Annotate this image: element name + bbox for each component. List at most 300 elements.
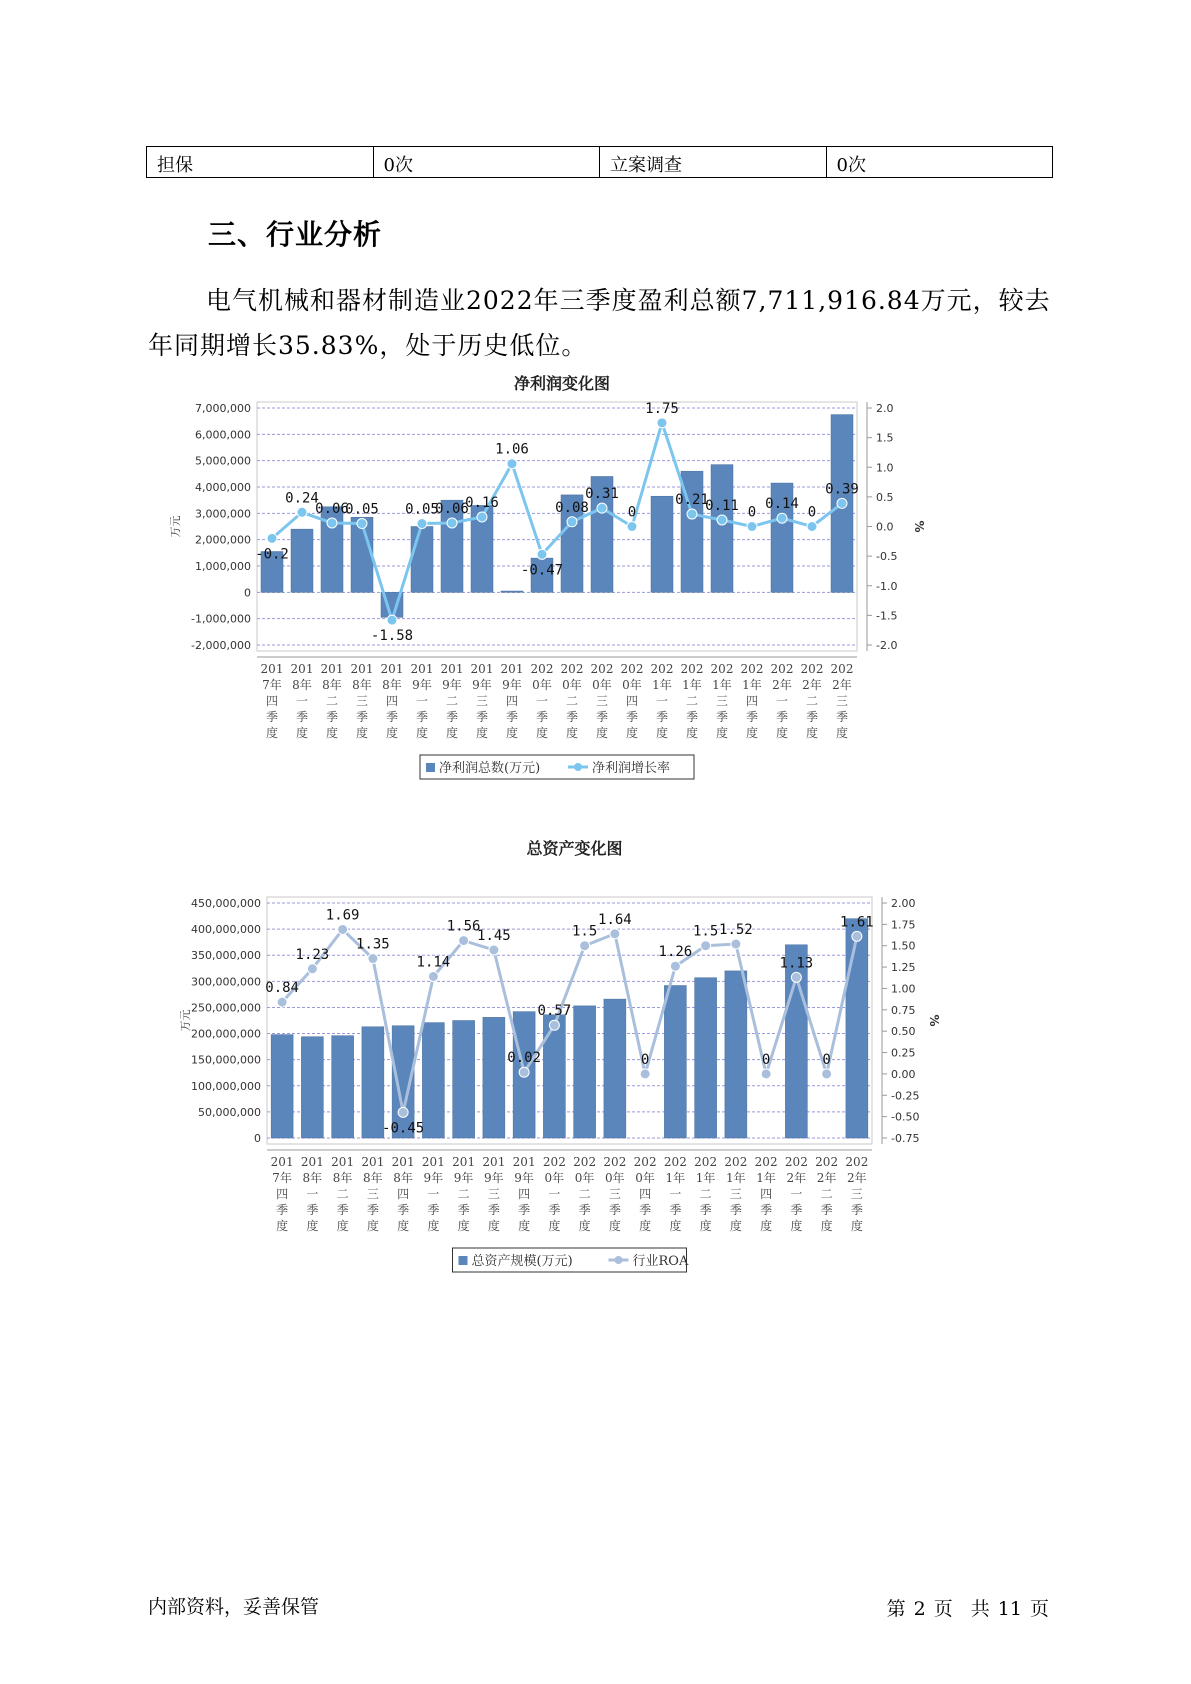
x-tick-label: 1年 xyxy=(682,678,702,692)
legend-line-dot xyxy=(574,763,582,771)
y2-tick-label: 1.25 xyxy=(891,961,916,975)
y-tick-label: 0 xyxy=(254,1132,261,1145)
line-point xyxy=(837,498,847,508)
y2-tick-label: 1.75 xyxy=(891,918,916,932)
data-label: 1.14 xyxy=(416,954,451,971)
x-tick-label: 季 xyxy=(415,710,429,724)
bar xyxy=(332,1036,354,1138)
line-point xyxy=(627,522,637,532)
x-tick-label: 度 xyxy=(366,1219,379,1233)
y-tick-label: 2,000,000 xyxy=(195,533,251,547)
bar xyxy=(543,1015,565,1138)
line-point xyxy=(267,533,277,543)
x-tick-label: 202 xyxy=(680,662,704,676)
y-tick-label: 1,000,000 xyxy=(195,560,251,573)
y2-tick-label: 0.0 xyxy=(876,520,894,534)
x-tick-label: 四 xyxy=(760,1187,773,1201)
data-label: 0 xyxy=(761,1051,771,1068)
x-tick-label: 一 xyxy=(655,694,669,708)
data-label: -0.2 xyxy=(255,546,289,563)
footer-page-number xyxy=(883,1594,1053,1621)
x-tick-label: 2年 xyxy=(786,1171,807,1185)
x-tick-label: 201 xyxy=(300,1155,324,1169)
x-tick-label: 度 xyxy=(295,726,309,740)
x-tick-label: 度 xyxy=(578,1219,591,1233)
line-point xyxy=(567,517,577,527)
x-tick-label: 四 xyxy=(745,694,759,708)
x-tick-label: 1年 xyxy=(726,1171,746,1185)
x-tick-label: 202 xyxy=(724,1155,748,1169)
x-tick-label: 二 xyxy=(336,1187,349,1201)
line-point xyxy=(701,941,711,951)
line-point xyxy=(687,509,697,519)
y2-tick-label: -0.25 xyxy=(891,1089,920,1103)
legend-item: 净利润增长率 xyxy=(592,761,671,776)
y-tick-label: 50,000,000 xyxy=(198,1105,261,1119)
line-point xyxy=(398,1107,408,1117)
y2-tick-label: -1.0 xyxy=(876,579,898,593)
line-point xyxy=(807,522,817,532)
y2-tick-label: 1.5 xyxy=(876,431,894,445)
x-tick-label: 二 xyxy=(805,694,819,708)
x-tick-label: 度 xyxy=(325,726,339,740)
x-tick-label: 度 xyxy=(699,1219,712,1233)
data-label: 0.39 xyxy=(825,481,859,498)
x-tick-label: 8年 xyxy=(352,678,372,692)
line-point xyxy=(459,936,469,946)
line-point xyxy=(791,972,801,982)
x-tick-label: 度 xyxy=(457,1219,470,1233)
x-tick-label: 季 xyxy=(548,1203,561,1217)
info-table xyxy=(146,146,1053,178)
data-label: 1.5 xyxy=(692,923,719,940)
line-point xyxy=(428,971,438,981)
line-point xyxy=(489,945,499,955)
x-tick-label: 一 xyxy=(775,694,789,708)
x-tick-label: 度 xyxy=(336,1219,349,1233)
x-tick-label: 度 xyxy=(850,1219,863,1233)
x-tick-label: 202 xyxy=(633,1155,657,1169)
x-tick-label: 季 xyxy=(535,710,549,724)
x-tick-label: 度 xyxy=(397,1219,410,1233)
data-label: 0.02 xyxy=(507,1050,541,1067)
total-assets-chart xyxy=(160,835,1040,1355)
bar xyxy=(411,527,433,593)
bar xyxy=(711,465,733,593)
line-point xyxy=(852,931,862,941)
bar xyxy=(483,1017,505,1138)
y-tick-label: 6,000,000 xyxy=(195,428,251,442)
data-label: 0.05 xyxy=(345,501,379,518)
x-tick-label: 201 xyxy=(500,662,524,676)
x-tick-label: 度 xyxy=(427,1219,440,1233)
x-tick-label: 季 xyxy=(729,1203,742,1217)
x-tick-label: 度 xyxy=(475,726,489,740)
line-point xyxy=(307,964,317,974)
x-tick-label: 201 xyxy=(512,1155,536,1169)
y2-tick-label: -0.5 xyxy=(876,550,898,564)
y-tick-label: 200,000,000 xyxy=(191,1027,261,1041)
line-point xyxy=(549,1020,559,1030)
line-point xyxy=(387,615,397,625)
x-tick-label: 季 xyxy=(775,710,789,724)
line-point xyxy=(417,519,427,529)
plot-frame xyxy=(257,402,857,651)
data-label: 0 xyxy=(627,504,637,521)
y2-axis-label: % xyxy=(912,520,926,533)
x-tick-label: 1年 xyxy=(665,1171,686,1185)
x-tick-label: 二 xyxy=(699,1187,712,1201)
bar xyxy=(271,1035,293,1138)
bar xyxy=(301,1037,323,1138)
x-tick-label: 1年 xyxy=(756,1171,776,1185)
x-tick-label: 季 xyxy=(790,1203,803,1217)
x-tick-label: 8年 xyxy=(322,678,342,692)
x-tick-label: 二 xyxy=(457,1187,470,1201)
x-tick-label: 季 xyxy=(625,710,639,724)
total-word: 共 xyxy=(970,1598,990,1620)
y-tick-label: 350,000,000 xyxy=(191,949,261,963)
x-tick-label: 度 xyxy=(445,726,459,740)
x-tick-label: 度 xyxy=(535,726,549,740)
bar xyxy=(846,919,868,1138)
bar xyxy=(501,591,523,592)
x-tick-label: 度 xyxy=(715,726,729,740)
x-tick-label: 一 xyxy=(306,1187,319,1201)
x-tick-label: 度 xyxy=(625,726,639,740)
line-point xyxy=(640,1069,650,1079)
x-tick-label: 9年 xyxy=(423,1171,444,1185)
x-tick-label: 202 xyxy=(830,662,854,676)
x-tick-label: 0年 xyxy=(532,678,552,692)
bar xyxy=(291,529,313,592)
line-point xyxy=(338,924,348,934)
data-label: 0 xyxy=(822,1051,831,1068)
chart-svg xyxy=(160,335,1040,845)
y2-tick-label: 2.0 xyxy=(876,402,894,415)
bar xyxy=(574,1006,596,1138)
x-tick-label: 度 xyxy=(548,1219,561,1233)
x-tick-label: 度 xyxy=(306,1219,319,1233)
x-tick-label: 度 xyxy=(820,1219,833,1233)
x-tick-label: 201 xyxy=(391,1155,415,1169)
page-num: 2 xyxy=(913,1598,926,1620)
x-tick-label: 2年 xyxy=(847,1171,867,1185)
x-tick-label: 度 xyxy=(639,1219,652,1233)
x-tick-label: 1年 xyxy=(712,678,732,692)
y2-tick-label: 0.50 xyxy=(891,1025,916,1039)
x-tick-label: 度 xyxy=(385,726,399,740)
x-tick-label: 201 xyxy=(320,662,344,676)
x-tick-label: 季 xyxy=(850,1203,863,1217)
x-tick-label: 9年 xyxy=(484,1171,504,1185)
x-tick-label: 202 xyxy=(784,1155,808,1169)
y-axis-label: 万元 xyxy=(169,515,182,538)
x-tick-label: 度 xyxy=(355,726,369,740)
line-point xyxy=(761,1069,771,1079)
x-tick-label: 度 xyxy=(760,1219,773,1233)
data-label: 0.05 xyxy=(405,501,439,518)
x-tick-label: 201 xyxy=(350,662,374,676)
bar xyxy=(453,1021,475,1139)
line-point xyxy=(519,1067,529,1077)
x-tick-label: 202 xyxy=(560,662,584,676)
x-tick-label: 202 xyxy=(710,662,734,676)
x-tick-label: 202 xyxy=(663,1155,687,1169)
data-label: 0.06 xyxy=(435,500,469,517)
legend-item: 总资产规模(万元) xyxy=(471,1254,573,1269)
x-tick-label: 度 xyxy=(265,726,279,740)
data-label: 0.84 xyxy=(265,980,299,997)
data-label: 1.52 xyxy=(719,922,753,939)
x-tick-label: 三 xyxy=(595,694,609,708)
x-tick-label: 201 xyxy=(482,1155,506,1169)
y-tick-label: 3,000,000 xyxy=(195,507,251,521)
y2-tick-label: 1.50 xyxy=(891,939,916,953)
x-tick-label: 201 xyxy=(470,662,494,676)
line-point xyxy=(670,961,680,971)
x-tick-label: 度 xyxy=(805,726,819,740)
x-tick-label: 202 xyxy=(650,662,674,676)
line-point xyxy=(368,954,378,964)
x-tick-label: 8年 xyxy=(302,1171,323,1185)
x-tick-label: 季 xyxy=(475,710,489,724)
bar xyxy=(362,1027,384,1138)
x-tick-label: 四 xyxy=(639,1187,652,1201)
x-tick-label: 202 xyxy=(590,662,614,676)
x-tick-label: 8年 xyxy=(292,678,312,692)
x-tick-label: 季 xyxy=(325,710,339,724)
x-tick-label: 季 xyxy=(669,1203,682,1217)
data-label: 0 xyxy=(640,1051,650,1068)
x-tick-label: 201 xyxy=(361,1155,385,1169)
x-tick-label: 季 xyxy=(805,710,819,724)
x-tick-label: 季 xyxy=(565,710,579,724)
table-row xyxy=(147,147,1053,178)
x-tick-label: 季 xyxy=(295,710,309,724)
data-label: 1.56 xyxy=(446,918,481,935)
line-point xyxy=(822,1069,832,1079)
x-tick-label: 季 xyxy=(366,1203,379,1217)
x-tick-label: 二 xyxy=(565,694,579,708)
y-tick-label: 4,000,000 xyxy=(195,481,251,494)
x-tick-label: 季 xyxy=(427,1203,440,1217)
x-tick-label: 季 xyxy=(745,710,759,724)
x-tick-label: 202 xyxy=(800,662,824,676)
x-tick-label: 季 xyxy=(487,1203,500,1217)
x-tick-label: 季 xyxy=(578,1203,591,1217)
x-tick-label: 2年 xyxy=(832,678,852,692)
data-label: -0.45 xyxy=(382,1120,425,1137)
y2-tick-label: -1.5 xyxy=(876,609,898,623)
x-tick-label: 8年 xyxy=(393,1171,413,1185)
x-tick-label: 四 xyxy=(505,694,519,708)
y-tick-label: 150,000,000 xyxy=(191,1053,261,1067)
x-tick-label: 二 xyxy=(445,694,459,708)
table-cell: 担保 xyxy=(147,147,374,178)
x-tick-label: 度 xyxy=(565,726,579,740)
x-tick-label: 201 xyxy=(410,662,434,676)
x-tick-label: 四 xyxy=(265,694,279,708)
x-tick-label: 四 xyxy=(625,694,639,708)
x-tick-label: 度 xyxy=(415,726,429,740)
line-point xyxy=(717,515,727,525)
footer-confidential: 内部资料，妥善保管 xyxy=(148,1596,320,1618)
x-tick-label: 度 xyxy=(608,1219,621,1233)
y2-tick-label: 1.00 xyxy=(891,982,916,996)
data-label: 1.69 xyxy=(325,907,360,924)
line-point xyxy=(731,939,741,949)
legend-bar-swatch xyxy=(459,1256,468,1265)
x-tick-label: 三 xyxy=(850,1187,863,1201)
x-tick-label: 7年 xyxy=(272,1171,292,1185)
line-point xyxy=(537,549,547,559)
x-tick-label: 一 xyxy=(295,694,309,708)
y-tick-label: 300,000,000 xyxy=(191,975,261,989)
x-tick-label: 季 xyxy=(639,1203,652,1217)
x-tick-label: 季 xyxy=(760,1203,773,1217)
y2-tick-label: -0.50 xyxy=(891,1110,920,1124)
x-tick-label: 季 xyxy=(685,710,699,724)
x-tick-label: 202 xyxy=(603,1155,627,1169)
x-tick-label: 四 xyxy=(518,1187,531,1201)
legend-item: 净利润总数(万元) xyxy=(439,761,541,776)
data-label: 0.06 xyxy=(315,500,349,517)
x-tick-label: 201 xyxy=(452,1155,476,1169)
plot-frame xyxy=(267,897,872,1144)
x-tick-label: 202 xyxy=(542,1155,566,1169)
chart-title: 总资产变化图 xyxy=(526,839,623,858)
x-tick-label: 季 xyxy=(820,1203,833,1217)
x-tick-label: 三 xyxy=(715,694,729,708)
y2-tick-label: 2.00 xyxy=(891,897,916,910)
y-tick-label: 0 xyxy=(244,586,251,600)
x-tick-label: 0年 xyxy=(622,678,642,692)
x-tick-label: 三 xyxy=(608,1187,621,1201)
x-tick-label: 202 xyxy=(815,1155,839,1169)
y-tick-label: 100,000,000 xyxy=(191,1079,261,1093)
table-cell: 0次 xyxy=(373,147,600,178)
y2-tick-label: 0.5 xyxy=(876,490,894,504)
data-label: 1.06 xyxy=(495,441,529,458)
x-tick-label: 二 xyxy=(685,694,699,708)
x-tick-label: 202 xyxy=(573,1155,597,1169)
x-tick-label: 三 xyxy=(355,694,369,708)
line-point xyxy=(297,507,307,517)
x-tick-label: 1年 xyxy=(695,1171,716,1185)
x-tick-label: 7年 xyxy=(262,678,282,692)
x-tick-label: 季 xyxy=(518,1203,531,1217)
data-label: 1.45 xyxy=(477,928,511,944)
x-tick-label: 2年 xyxy=(802,678,822,692)
x-tick-label: 201 xyxy=(260,662,284,676)
x-tick-label: 一 xyxy=(790,1187,803,1201)
x-tick-label: 三 xyxy=(729,1187,742,1201)
data-label: 0.08 xyxy=(555,499,589,516)
data-label: 1.13 xyxy=(779,955,814,972)
net-profit-chart xyxy=(160,335,1040,845)
data-label: 0.11 xyxy=(705,497,739,514)
line-point xyxy=(327,518,337,528)
data-label: 1.23 xyxy=(295,946,330,963)
x-tick-label: 2年 xyxy=(772,678,792,692)
y-tick-label: 7,000,000 xyxy=(195,402,251,415)
y2-axis-label: % xyxy=(927,1014,941,1027)
x-tick-label: 季 xyxy=(265,710,279,724)
data-label: 1.64 xyxy=(598,911,632,928)
data-label: 1.75 xyxy=(645,400,679,417)
y2-tick-label: -0.75 xyxy=(891,1132,920,1145)
bar xyxy=(651,496,673,592)
x-tick-label: 9年 xyxy=(514,1171,534,1185)
line-point xyxy=(610,929,620,939)
data-label: 1.26 xyxy=(658,944,693,961)
x-tick-label: 8年 xyxy=(363,1171,383,1185)
x-tick-label: 9年 xyxy=(472,678,492,692)
x-tick-label: 2年 xyxy=(816,1171,837,1185)
x-tick-label: 季 xyxy=(655,710,669,724)
x-tick-label: 度 xyxy=(595,726,609,740)
data-label: 0.24 xyxy=(285,490,319,507)
x-tick-label: 季 xyxy=(699,1203,712,1217)
x-tick-label: 201 xyxy=(440,662,464,676)
x-tick-label: 201 xyxy=(380,662,404,676)
x-tick-label: 1年 xyxy=(652,678,672,692)
data-label: -0.47 xyxy=(520,562,564,579)
x-tick-label: 0年 xyxy=(635,1171,655,1185)
total-num: 11 xyxy=(997,1598,1022,1620)
x-tick-label: 四 xyxy=(397,1187,410,1201)
x-tick-label: 一 xyxy=(669,1187,682,1201)
line-point xyxy=(507,459,517,469)
x-tick-label: 二 xyxy=(325,694,339,708)
y-tick-label: 400,000,000 xyxy=(191,923,261,937)
y-axis-label: 万元 xyxy=(179,1009,192,1032)
legend-bar-swatch xyxy=(426,763,435,772)
x-tick-label: 201 xyxy=(270,1155,294,1169)
x-tick-label: 季 xyxy=(608,1203,621,1217)
bar xyxy=(604,999,626,1138)
y2-tick-label: 1.0 xyxy=(876,461,894,475)
x-tick-label: 202 xyxy=(694,1155,718,1169)
x-tick-label: 0年 xyxy=(605,1171,625,1185)
x-tick-label: 202 xyxy=(770,662,794,676)
table-cell: 立案调查 xyxy=(600,147,827,178)
x-tick-label: 8年 xyxy=(332,1171,353,1185)
x-tick-label: 季 xyxy=(835,710,849,724)
x-tick-label: 四 xyxy=(276,1187,289,1201)
x-tick-label: 四 xyxy=(385,694,399,708)
x-tick-label: 三 xyxy=(487,1187,500,1201)
data-label: 1.35 xyxy=(356,936,390,953)
x-tick-label: 9年 xyxy=(442,678,462,692)
x-tick-label: 度 xyxy=(505,726,519,740)
bar xyxy=(725,971,747,1138)
x-tick-label: 季 xyxy=(385,710,399,724)
line-point xyxy=(747,522,757,532)
y-tick-label: 5,000,000 xyxy=(195,454,251,468)
y2-tick-label: 0.00 xyxy=(891,1067,916,1081)
x-tick-label: 季 xyxy=(306,1203,319,1217)
x-tick-label: 度 xyxy=(835,726,849,740)
data-label: 1.5 xyxy=(571,923,598,940)
y-tick-label: 450,000,000 xyxy=(191,897,261,910)
line-point xyxy=(597,503,607,513)
line-point xyxy=(657,418,667,428)
page-unit: 页 xyxy=(933,1598,953,1620)
x-tick-label: 三 xyxy=(835,694,849,708)
x-tick-label: 季 xyxy=(355,710,369,724)
